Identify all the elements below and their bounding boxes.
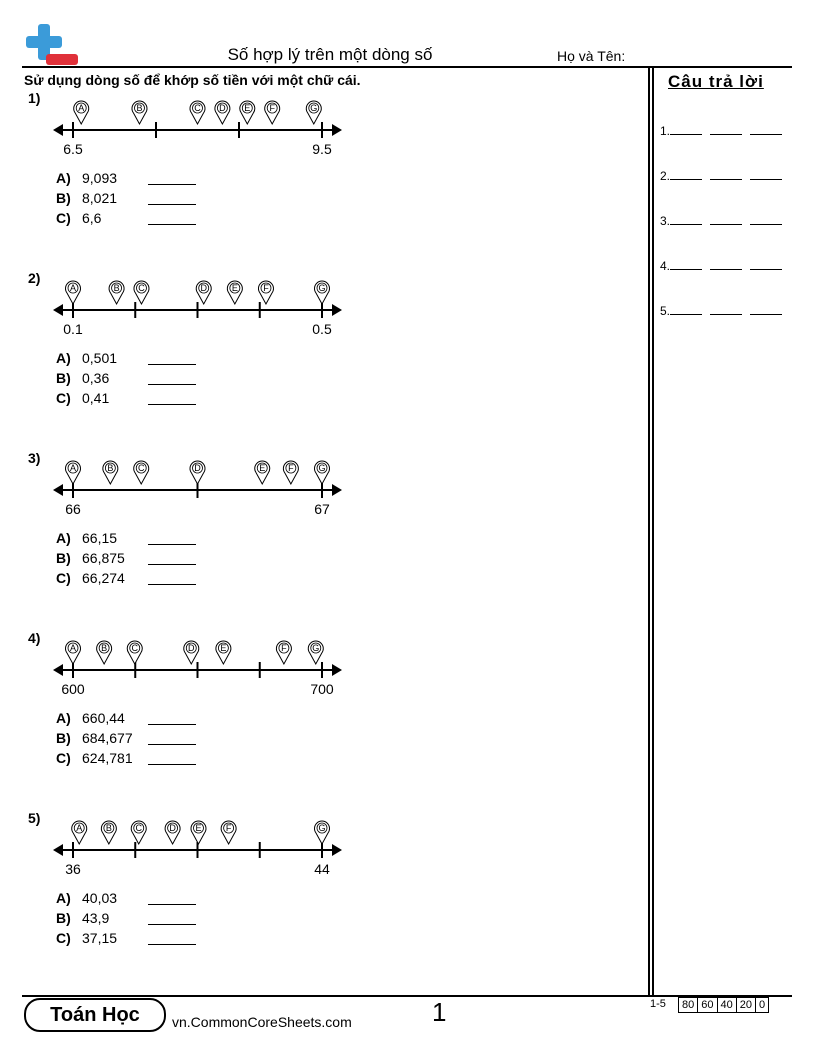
pin-marker (221, 821, 236, 844)
answer-blank[interactable] (148, 204, 196, 205)
option-row (56, 890, 117, 906)
footer-divider (22, 995, 792, 997)
option-row (56, 370, 109, 386)
pin-marker (165, 821, 180, 844)
answer-line (660, 259, 790, 273)
option-value: 0,36 (82, 370, 110, 386)
answer-blank[interactable] (148, 404, 196, 405)
option-value: 624,781 (82, 750, 133, 766)
option-value: 0,41 (82, 390, 110, 406)
pin-letter: C (131, 643, 139, 653)
pin-marker (196, 281, 211, 304)
option-row (56, 750, 133, 766)
option-row (56, 530, 117, 546)
question-number: 1) (28, 90, 41, 106)
number-line (50, 456, 350, 516)
answer-blank[interactable] (750, 214, 782, 225)
pin-letter: F (288, 463, 294, 473)
option-value: 66,875 (82, 550, 125, 566)
pin-marker (72, 821, 87, 844)
pin-letter: B (113, 283, 120, 293)
start-label: 0.1 (63, 321, 83, 336)
answer-blank[interactable] (670, 169, 702, 180)
option-value: 684,677 (82, 730, 133, 746)
question-number: 2) (28, 270, 41, 286)
pin-letter: B (136, 103, 143, 113)
answer-blank[interactable] (148, 224, 196, 225)
answer-blank[interactable] (148, 384, 196, 385)
option-label: A) (56, 170, 71, 186)
score-cell: 60 (698, 998, 717, 1013)
pin-marker (315, 281, 330, 304)
pin-letter: B (107, 463, 114, 473)
pin-marker (184, 641, 199, 664)
pin-letter: D (200, 283, 207, 293)
number-line (50, 816, 350, 876)
option-label: A) (56, 350, 71, 366)
answer-blank[interactable] (148, 764, 196, 765)
pin-letter: C (138, 283, 145, 293)
score-label: 1-5 (650, 998, 666, 1010)
pin-marker (265, 101, 280, 124)
header-divider (22, 66, 792, 68)
pin-letter: A (76, 823, 83, 833)
arrow-right-icon (332, 304, 342, 316)
pin-letter: G (312, 643, 320, 653)
answer-blank[interactable] (750, 169, 782, 180)
pin-marker (216, 641, 231, 664)
option-label: A) (56, 710, 71, 726)
pin-marker (132, 101, 147, 124)
pin-marker (66, 641, 81, 664)
answer-blank[interactable] (750, 259, 782, 270)
pin-marker (240, 101, 255, 124)
option-label: C) (56, 390, 71, 406)
answer-number: 1. (660, 124, 671, 138)
pin-marker (103, 461, 118, 484)
arrow-right-icon (332, 844, 342, 856)
pin-marker (190, 101, 205, 124)
page-title: Số hợp lý trên một dòng số (227, 45, 433, 64)
answer-blank[interactable] (750, 304, 782, 315)
arrow-right-icon (332, 484, 342, 496)
end-label: 0.5 (312, 321, 332, 336)
answer-number: 4. (660, 259, 671, 273)
start-label: 600 (61, 681, 85, 696)
pin-letter: D (194, 463, 201, 473)
pin-marker (215, 101, 230, 124)
answer-blank[interactable] (710, 304, 742, 315)
pin-letter: B (101, 643, 108, 653)
option-label: C) (56, 930, 71, 946)
option-value: 66,274 (82, 570, 125, 586)
pin-letter: E (195, 823, 202, 833)
option-label: A) (56, 890, 71, 906)
score-table (678, 997, 769, 1013)
arrow-left-icon (53, 304, 63, 316)
pin-marker (134, 281, 149, 304)
answer-blank[interactable] (670, 304, 702, 315)
column-divider (652, 66, 654, 995)
pin-letter: G (318, 283, 326, 293)
answer-line (660, 214, 790, 228)
option-label: B) (56, 370, 71, 386)
arrow-left-icon (53, 124, 63, 136)
pin-marker (109, 281, 124, 304)
option-value: 660,44 (82, 710, 125, 726)
pin-marker (227, 281, 242, 304)
pin-marker (276, 641, 291, 664)
option-value: 66,15 (82, 530, 118, 546)
question-number: 5) (28, 810, 41, 826)
arrow-left-icon (53, 664, 63, 676)
pin-marker (101, 821, 116, 844)
answer-line (660, 124, 790, 138)
pin-letter: E (244, 103, 251, 113)
pin-letter: A (69, 283, 77, 293)
name-label: Họ và Tên: (557, 48, 626, 64)
score-cell: 20 (736, 998, 755, 1013)
pin-marker (283, 461, 298, 484)
answer-blank[interactable] (148, 924, 196, 925)
end-label: 44 (314, 861, 330, 876)
answer-blank[interactable] (750, 124, 782, 135)
pin-letter: F (269, 103, 275, 113)
score-row (679, 998, 769, 1013)
pin-letter: D (188, 643, 195, 653)
answer-line (660, 169, 790, 183)
option-label: B) (56, 190, 71, 206)
answer-blank[interactable] (148, 724, 196, 725)
option-label: A) (56, 530, 71, 546)
pin-marker (258, 281, 273, 304)
pin-marker (66, 281, 81, 304)
answers-title: Câu trả lời (668, 72, 764, 91)
arrow-right-icon (332, 124, 342, 136)
pin-letter: E (231, 283, 238, 293)
pin-letter: D (219, 103, 226, 113)
option-row (56, 350, 117, 366)
pin-letter: F (263, 283, 269, 293)
score-cell: 80 (679, 998, 698, 1013)
pin-letter: A (69, 643, 77, 653)
answer-blank[interactable] (148, 904, 196, 905)
option-row (56, 390, 109, 406)
answer-blank[interactable] (148, 544, 196, 545)
option-value: 8,021 (82, 190, 118, 206)
pin-letter: G (310, 103, 318, 113)
arrow-left-icon (53, 484, 63, 496)
pin-marker (191, 821, 206, 844)
pin-marker (97, 641, 112, 664)
start-label: 36 (65, 861, 81, 876)
pin-marker (66, 461, 81, 484)
option-label: B) (56, 550, 71, 566)
end-label: 9.5 (312, 141, 332, 156)
answer-number: 3. (660, 214, 671, 228)
pin-marker (315, 461, 330, 484)
answer-blank[interactable] (148, 184, 196, 185)
pin-letter: A (78, 103, 85, 113)
pin-marker (131, 821, 146, 844)
brand-badge: Toán Học (24, 998, 166, 1032)
answer-blank[interactable] (710, 259, 742, 270)
column-divider (648, 66, 650, 995)
pin-letter: G (318, 823, 326, 833)
pin-letter: C (135, 823, 142, 833)
pin-marker (190, 461, 205, 484)
pin-marker (306, 101, 321, 124)
pin-marker (255, 461, 270, 484)
pin-marker (308, 641, 323, 664)
instructions: Sử dụng dòng số để khớp số tiền với một chữ cái. (24, 72, 361, 88)
start-label: 66 (65, 501, 81, 516)
answer-line (660, 304, 790, 318)
answer-blank[interactable] (670, 214, 702, 225)
pin-letter: B (105, 823, 112, 833)
option-label: C) (56, 210, 71, 226)
pin-marker (134, 461, 149, 484)
number-line (50, 636, 350, 696)
pin-letter: E (220, 643, 227, 653)
site-url[interactable]: vn.CommonCoreSheets.com (172, 1014, 352, 1030)
pin-letter: C (194, 103, 201, 113)
pin-letter: G (318, 463, 326, 473)
arrow-right-icon (332, 664, 342, 676)
pin-letter: F (281, 643, 287, 653)
question-number: 3) (28, 450, 41, 466)
answer-blank[interactable] (670, 124, 702, 135)
answer-blank[interactable] (148, 744, 196, 745)
pin-letter: A (69, 463, 77, 473)
option-value: 6,6 (82, 210, 102, 226)
option-value: 43,9 (82, 910, 110, 926)
pin-letter: D (169, 823, 176, 833)
end-label: 67 (314, 501, 330, 516)
number-line (50, 96, 350, 156)
option-row (56, 210, 101, 226)
answer-blank[interactable] (148, 944, 196, 945)
number-line (50, 276, 350, 336)
answer-blank[interactable] (148, 364, 196, 365)
option-row (56, 550, 125, 566)
answer-blank[interactable] (148, 564, 196, 565)
pin-letter: F (225, 823, 232, 833)
answer-blank[interactable] (670, 259, 702, 270)
option-label: B) (56, 910, 71, 926)
option-value: 0,501 (82, 350, 118, 366)
pin-marker (74, 101, 89, 124)
page-number: 1 (432, 997, 447, 1027)
answer-blank[interactable] (710, 169, 742, 180)
option-row (56, 930, 117, 946)
start-label: 6.5 (63, 141, 83, 156)
score-cell: 0 (756, 998, 769, 1013)
option-label: B) (56, 730, 71, 746)
option-label: C) (56, 750, 71, 766)
answer-blank[interactable] (710, 124, 742, 135)
option-row (56, 710, 125, 726)
pin-marker (127, 641, 142, 664)
option-value: 40,03 (82, 890, 118, 906)
option-row (56, 190, 117, 206)
option-row (56, 910, 109, 926)
answer-number: 2. (660, 169, 671, 183)
pin-letter: C (137, 463, 145, 473)
option-value: 9,093 (82, 170, 118, 186)
answer-blank[interactable] (148, 584, 196, 585)
answer-blank[interactable] (710, 214, 742, 225)
arrow-left-icon (53, 844, 63, 856)
answer-number: 5. (660, 304, 671, 318)
option-row (56, 570, 125, 586)
logo-icon (22, 24, 80, 68)
pin-letter: E (259, 463, 266, 473)
pin-marker (315, 821, 330, 844)
option-label: C) (56, 570, 71, 586)
question-number: 4) (28, 630, 41, 646)
option-value: 37,15 (82, 930, 118, 946)
score-cell: 40 (717, 998, 736, 1013)
end-label: 700 (310, 681, 334, 696)
option-row (56, 730, 133, 746)
option-row (56, 170, 117, 186)
